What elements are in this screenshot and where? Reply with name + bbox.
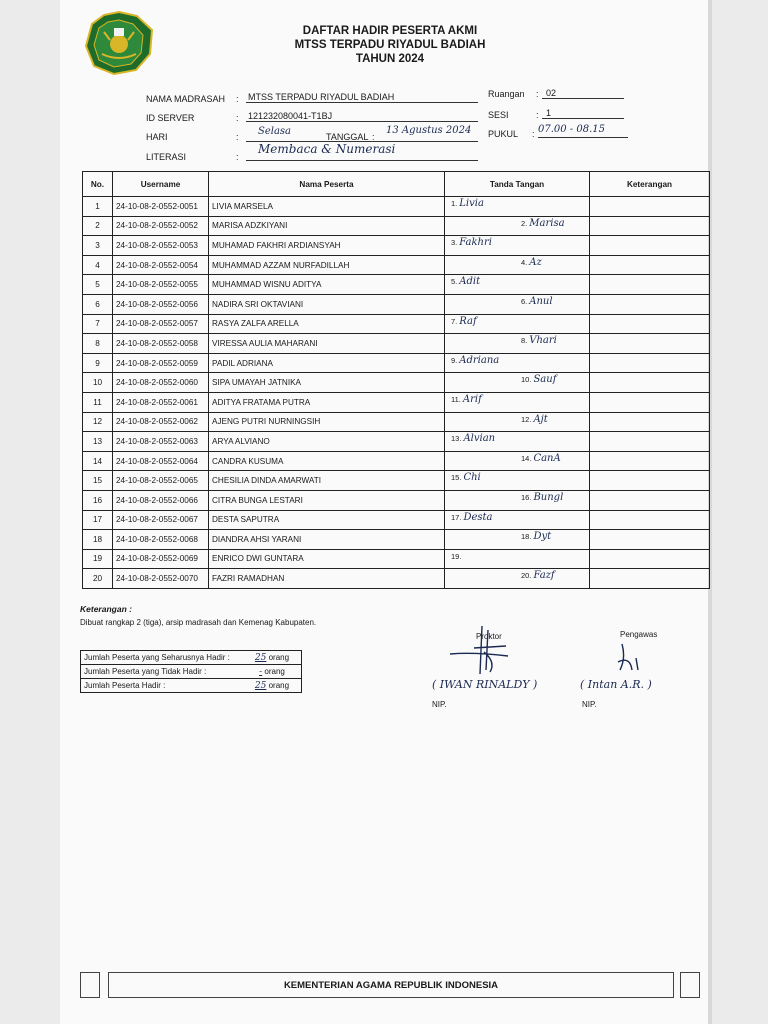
hari-value: Selasa (258, 126, 292, 137)
signature-number: 16. (521, 492, 532, 502)
row-keterangan (590, 471, 710, 491)
signature-number: 19. (451, 551, 462, 561)
row-signature-cell (445, 314, 590, 334)
summary-label: Jumlah Peserta Hadir : (81, 679, 244, 693)
row-nama: LIVIA MARSELA (209, 197, 445, 217)
row-keterangan (590, 236, 710, 256)
signature-scribble: Fazf (533, 570, 555, 582)
col-header-tanda-tangan: Tanda Tangan (445, 172, 590, 197)
signature-number: 8. (521, 336, 528, 346)
row-no: 13 (83, 432, 113, 452)
row-username: 24-10-08-2-0552-0059 (113, 353, 209, 373)
footer-text: KEMENTERIAN AGAMA REPUBLIK INDONESIA (108, 972, 674, 998)
row-username: 24-10-08-2-0552-0069 (113, 549, 209, 569)
table-row (83, 471, 710, 491)
row-username: 24-10-08-2-0552-0054 (113, 255, 209, 275)
row-signature-cell (445, 255, 590, 275)
table-row (83, 549, 710, 569)
proktor-label: Proktor (476, 632, 502, 641)
row-username: 24-10-08-2-0552-0063 (113, 432, 209, 452)
pengawas-label: Pengawas (620, 630, 658, 639)
signature-scribble: Marisa (529, 217, 565, 229)
row-signature-cell (445, 412, 590, 432)
row-username: 24-10-08-2-0552-0067 (113, 510, 209, 530)
col-header-keterangan: Keterangan (590, 172, 710, 197)
table-row (83, 569, 710, 589)
row-keterangan (590, 510, 710, 530)
colon: : (236, 94, 239, 104)
signature (521, 257, 542, 268)
row-no: 3 (83, 236, 113, 256)
underline (542, 98, 624, 99)
row-username: 24-10-08-2-0552-0064 (113, 451, 209, 471)
colon: : (532, 129, 535, 139)
row-nama: DIANDRA AHSI YARANI (209, 530, 445, 550)
signature-number: 10. (521, 375, 532, 385)
id-server-label: ID SERVER (146, 113, 195, 123)
row-username: 24-10-08-2-0552-0060 (113, 373, 209, 393)
colon: : (236, 113, 239, 123)
signature-scribble: CanA (533, 452, 561, 464)
signature-scribble: Az (529, 256, 542, 268)
hari-label: HARI (146, 132, 168, 142)
row-keterangan (590, 432, 710, 452)
signature-scribble: Livia (459, 198, 484, 209)
row-no: 20 (83, 569, 113, 589)
table-row (83, 510, 710, 530)
table-row (83, 412, 710, 432)
row-keterangan (590, 275, 710, 295)
row-username: 24-10-08-2-0552-0070 (113, 569, 209, 589)
signature-number: 6. (521, 296, 528, 306)
row-nama: CANDRA KUSUMA (209, 451, 445, 471)
row-no: 6 (83, 294, 113, 314)
nama-madrasah-label: NAMA MADRASAH (146, 94, 226, 104)
row-no: 17 (83, 510, 113, 530)
literasi-label: LITERASI (146, 152, 187, 162)
row-nama: ADITYA FRATAMA PUTRA (209, 392, 445, 412)
signature-scribble: Fakhri (459, 237, 492, 249)
table-row (83, 314, 710, 334)
signature-scribble: Vhari (529, 335, 557, 347)
signature-number: 3. (451, 238, 458, 248)
table-row (83, 275, 710, 295)
row-signature-cell (445, 569, 590, 589)
signature (521, 453, 561, 464)
row-signature-cell (445, 549, 590, 569)
proktor-name: ( IWAN RINALDY ) (432, 678, 538, 691)
signature (451, 316, 477, 327)
signature-number: 13. (451, 434, 462, 444)
signature (451, 433, 495, 444)
table-row (83, 294, 710, 314)
table-row (83, 236, 710, 256)
signature (451, 394, 482, 405)
summary-table (80, 650, 302, 693)
pukul-value: 07.00 - 08.15 (538, 124, 605, 135)
row-keterangan (590, 216, 710, 236)
row-username: 24-10-08-2-0552-0062 (113, 412, 209, 432)
row-keterangan (590, 412, 710, 432)
pukul-label: PUKUL (488, 129, 519, 139)
signature (521, 335, 557, 346)
row-no: 16 (83, 490, 113, 510)
row-nama: AJENG PUTRI NURNINGSIH (209, 412, 445, 432)
proktor-nip: NIP. (432, 700, 447, 709)
row-username: 24-10-08-2-0552-0058 (113, 334, 209, 354)
row-signature-cell (445, 510, 590, 530)
row-no: 7 (83, 314, 113, 334)
colon: : (536, 110, 539, 120)
signature (451, 276, 480, 287)
signature (521, 570, 555, 581)
signature-number: 17. (451, 512, 462, 522)
table-header-row (83, 172, 710, 197)
signature-number: 2. (521, 218, 528, 228)
signature (521, 414, 548, 425)
table-row (83, 451, 710, 471)
table-row (83, 334, 710, 354)
col-header-nama: Nama Peserta (209, 172, 445, 197)
row-no: 9 (83, 353, 113, 373)
col-header-username: Username (113, 172, 209, 197)
sesi-value: 1 (546, 108, 552, 118)
row-nama: DESTA SAPUTRA (209, 510, 445, 530)
pengawas-signature (608, 640, 648, 676)
row-no: 8 (83, 334, 113, 354)
literasi-value: Membaca & Numerasi (258, 142, 396, 156)
proktor-signature (444, 622, 514, 678)
row-nama: ENRICO DWI GUNTARA (209, 549, 445, 569)
pengawas-name: ( Intan A.R. ) (580, 678, 652, 691)
row-signature-cell (445, 334, 590, 354)
row-keterangan (590, 314, 710, 334)
signature-scribble: Anul (529, 295, 553, 307)
row-keterangan (590, 490, 710, 510)
row-keterangan (590, 373, 710, 393)
row-no: 1 (83, 197, 113, 217)
signature-number: 1. (451, 199, 458, 208)
footer-left-box (80, 972, 100, 998)
notes-title: Keterangan : (80, 604, 132, 614)
row-nama: MUHAMMAD AZZAM NURFADILLAH (209, 255, 445, 275)
underline (538, 137, 628, 138)
row-no: 18 (83, 530, 113, 550)
row-signature-cell (445, 216, 590, 236)
row-signature-cell (445, 294, 590, 314)
table-row (83, 432, 710, 452)
signature-number: 15. (451, 473, 462, 483)
row-no: 14 (83, 451, 113, 471)
row-keterangan (590, 530, 710, 550)
row-signature-cell (445, 490, 590, 510)
summary-unit: orang (268, 680, 290, 690)
row-no: 12 (83, 412, 113, 432)
nama-madrasah-value: MTSS TERPADU RIYADUL BADIAH (248, 92, 395, 102)
summary-value: - (259, 666, 263, 677)
row-keterangan (590, 353, 710, 373)
row-signature-cell (445, 432, 590, 452)
row-username: 24-10-08-2-0552-0052 (113, 216, 209, 236)
summary-unit: orang (268, 652, 290, 662)
row-username: 24-10-08-2-0552-0056 (113, 294, 209, 314)
row-username: 24-10-08-2-0552-0051 (113, 197, 209, 217)
row-no: 2 (83, 216, 113, 236)
row-nama: VIRESSA AULIA MAHARANI (209, 334, 445, 354)
summary-row (81, 651, 302, 665)
row-nama: MARISA ADZKIYANI (209, 216, 445, 236)
signature-scribble: Alvian (463, 433, 496, 445)
row-username: 24-10-08-2-0552-0057 (113, 314, 209, 334)
colon: : (536, 89, 539, 99)
signature (451, 237, 492, 248)
row-keterangan (590, 197, 710, 217)
underline (246, 160, 478, 161)
footer-right-box (680, 972, 700, 998)
sesi-label: SESI (488, 110, 509, 120)
row-no: 10 (83, 373, 113, 393)
row-signature-cell (445, 197, 590, 217)
signature (521, 296, 553, 307)
row-signature-cell (445, 236, 590, 256)
row-nama: SIPA UMAYAH JATNIKA (209, 373, 445, 393)
signature (521, 218, 565, 229)
summary-unit: orang (264, 666, 285, 676)
row-keterangan (590, 549, 710, 569)
row-keterangan (590, 392, 710, 412)
row-keterangan (590, 334, 710, 354)
row-signature-cell (445, 392, 590, 412)
signature-number: 18. (521, 532, 532, 542)
header-line-3: TAHUN 2024 (355, 53, 425, 65)
underline (246, 102, 478, 103)
tanggal-value: 13 Agustus 2024 (386, 125, 472, 136)
signature-number: 12. (521, 414, 532, 424)
signature-number: 9. (451, 355, 458, 365)
ruangan-value: 02 (546, 88, 557, 98)
signature-scribble: Ajt (533, 413, 548, 425)
summary-label: Jumlah Peserta yang Seharusnya Hadir : (81, 651, 244, 665)
row-signature-cell (445, 353, 590, 373)
signature-scribble: Dyt (533, 531, 552, 543)
table-row (83, 197, 710, 217)
signature (521, 531, 551, 542)
pengawas-nip: NIP. (582, 700, 597, 709)
ruangan-label: Ruangan (488, 89, 525, 99)
table-row (83, 530, 710, 550)
summary-value-cell (243, 651, 302, 665)
row-signature-cell (445, 530, 590, 550)
signature-number: 11. (451, 394, 461, 404)
signature-scribble: Adriana (459, 354, 500, 366)
row-username: 24-10-08-2-0552-0055 (113, 275, 209, 295)
row-nama: CHESILIA DINDA AMARWATI (209, 471, 445, 491)
summary-label: Jumlah Peserta yang Tidak Hadir : (81, 665, 244, 679)
signature-scribble: Bungl (533, 491, 564, 503)
header-line-2: MTSS TERPADU RIYADUL BADIAH (294, 39, 486, 51)
underline (246, 121, 478, 122)
row-username: 24-10-08-2-0552-0066 (113, 490, 209, 510)
table-row (83, 392, 710, 412)
signature-number: 7. (451, 316, 458, 326)
signature (451, 512, 493, 523)
notes-body: Dibuat rangkap 2 (tiga), arsip madrasah dan Kemenag Kabupaten. (80, 618, 317, 627)
signature-scribble: Desta (463, 511, 493, 523)
row-keterangan (590, 451, 710, 471)
signature-scribble: Adit (459, 276, 481, 288)
row-nama: RASYA ZALFA ARELLA (209, 314, 445, 334)
summary-value-cell (243, 679, 302, 693)
summary-row (81, 665, 302, 679)
table-row (83, 216, 710, 236)
row-username: 24-10-08-2-0552-0061 (113, 392, 209, 412)
signature (521, 374, 556, 385)
row-no: 5 (83, 275, 113, 295)
row-signature-cell (445, 373, 590, 393)
row-keterangan (590, 294, 710, 314)
summary-value: 25 (254, 680, 267, 691)
row-signature-cell (445, 451, 590, 471)
row-signature-cell (445, 471, 590, 491)
row-keterangan (590, 255, 710, 275)
signature-number: 5. (451, 277, 458, 287)
row-username: 24-10-08-2-0552-0068 (113, 530, 209, 550)
row-keterangan (590, 569, 710, 589)
signature (451, 551, 463, 562)
kemenag-logo (82, 10, 156, 76)
signature (521, 492, 563, 503)
signature-scribble: Sauf (533, 374, 557, 386)
table-row (83, 353, 710, 373)
attendance-table (82, 171, 710, 589)
col-header-no: No. (83, 172, 113, 197)
summary-row (81, 679, 302, 693)
row-nama: ARYA ALVIANO (209, 432, 445, 452)
colon: : (236, 152, 239, 162)
row-no: 11 (83, 392, 113, 412)
table-row (83, 373, 710, 393)
row-username: 24-10-08-2-0552-0065 (113, 471, 209, 491)
row-signature-cell (445, 275, 590, 295)
row-nama: MUHAMMAD WISNU ADITYA (209, 275, 445, 295)
row-no: 19 (83, 549, 113, 569)
signature-number: 14. (521, 453, 532, 463)
tanggal-label: TANGGAL (326, 132, 369, 142)
colon: : (236, 132, 239, 142)
header-line-1: DAFTAR HADIR PESERTA AKMI (302, 25, 478, 37)
row-nama: PADIL ADRIANA (209, 353, 445, 373)
colon: : (372, 132, 375, 142)
signature (451, 355, 499, 366)
row-no: 15 (83, 471, 113, 491)
summary-value-cell (243, 665, 302, 679)
row-no: 4 (83, 255, 113, 275)
signature (451, 198, 484, 209)
summary-value: 25 (254, 652, 267, 663)
table-row (83, 490, 710, 510)
id-server-value: 121232080041-T1BJ (248, 111, 333, 121)
signature-scribble: Arif (462, 393, 482, 405)
signature-scribble: Chi (463, 472, 481, 484)
signature-scribble: Raf (459, 315, 477, 327)
row-nama: NADIRA SRI OKTAVIANI (209, 294, 445, 314)
row-nama: CITRA BUNGA LESTARI (209, 490, 445, 510)
signature (451, 472, 481, 483)
signature-number: 4. (521, 257, 528, 267)
row-username: 24-10-08-2-0552-0053 (113, 236, 209, 256)
table-row (83, 255, 710, 275)
row-nama: FAZRI RAMADHAN (209, 569, 445, 589)
signature-number: 20. (521, 571, 532, 581)
underline (542, 118, 624, 119)
row-nama: MUHAMAD FAKHRI ARDIANSYAH (209, 236, 445, 256)
